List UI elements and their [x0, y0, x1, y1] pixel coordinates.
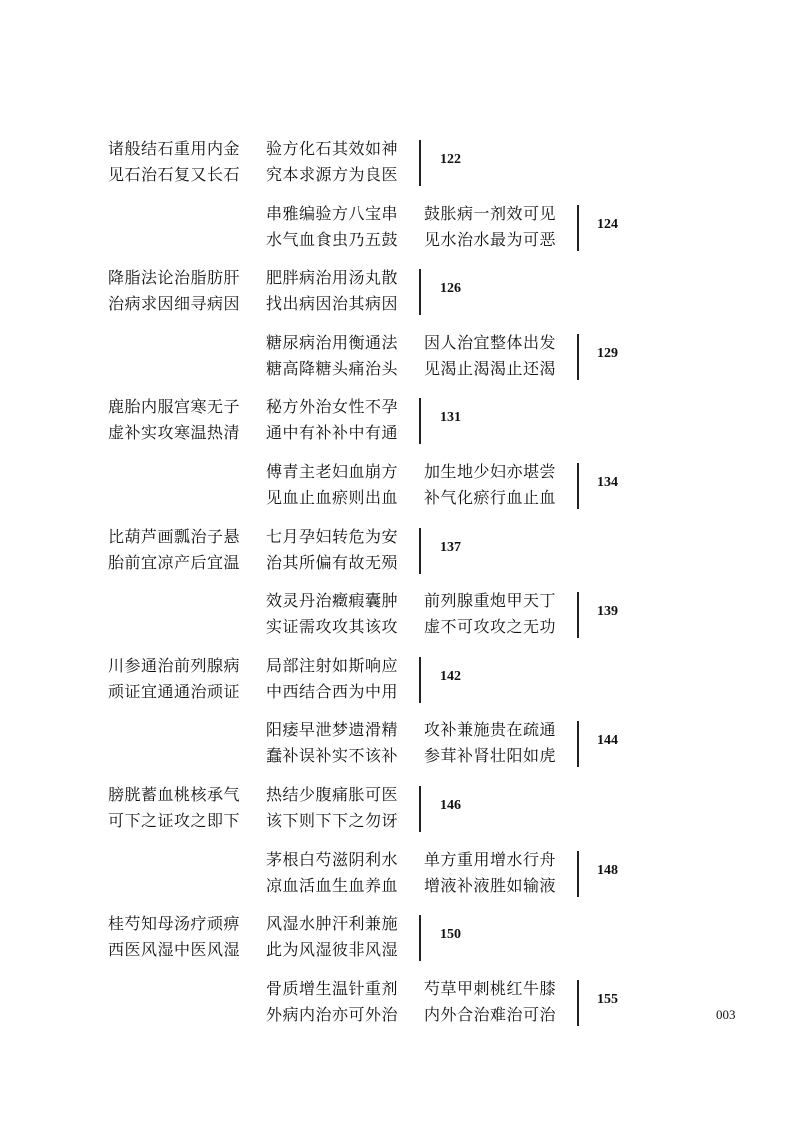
entry-page-number: 155 [597, 992, 618, 1007]
entry-divider [577, 592, 579, 638]
entry-text-line: 糖高降糖头痛治头 [266, 359, 399, 378]
entry-text-line: 胎前宜凉产后宜温 [108, 553, 241, 572]
entry-text-line: 验方化石其效如神 [266, 139, 399, 158]
entry-text-line: 见血止血瘀则出血 [266, 488, 399, 507]
entry-text-line: 单方重用增水行舟 [424, 850, 557, 869]
entry-text-line: 秘方外治女性不孕 [266, 397, 399, 416]
entry-text-line: 加生地少妇亦堪尝 [424, 462, 557, 481]
entry-text-line: 见水治水最为可恶 [424, 230, 557, 249]
toc-entry [0, 655, 800, 707]
entry-divider [419, 528, 421, 574]
entry-text-line: 茅根白芍滋阴利水 [266, 850, 399, 869]
toc-entry [0, 590, 800, 642]
entry-divider [419, 398, 421, 444]
toc-entry [0, 913, 800, 965]
entry-text-line: 实证需攻攻其该攻 [266, 617, 399, 636]
entry-page-number: 150 [440, 927, 461, 942]
entry-text-line: 参茸补肾壮阳如虎 [424, 746, 557, 765]
entry-text-line: 川参通治前列腺病 [108, 656, 241, 675]
entry-text-line: 膀胱蓄血桃核承气 [108, 785, 241, 804]
toc-entry [0, 719, 800, 771]
entry-text-line: 七月孕妇转危为安 [266, 527, 399, 546]
entry-text-line: 凉血活血生血养血 [266, 876, 399, 895]
entry-text-line: 因人治宜整体出发 [424, 333, 557, 352]
entry-text-line: 风湿水肿汗利兼施 [266, 914, 399, 933]
entry-text-line: 阳痿早泄梦遗滑精 [266, 720, 399, 739]
entry-page-number: 131 [440, 410, 461, 425]
entry-text-line: 见渴止渴渴止还渴 [424, 359, 557, 378]
entry-page-number: 146 [440, 798, 461, 813]
toc-entry [0, 396, 800, 448]
entry-text-line: 西医风湿中医风湿 [108, 940, 241, 959]
entry-page-number: 142 [440, 669, 461, 684]
entry-text-line: 攻补兼施贵在疏通 [424, 720, 557, 739]
entry-text-line: 增液补液胜如输液 [424, 876, 557, 895]
entry-divider [419, 269, 421, 315]
entry-text-line: 热结少腹痛胀可医 [266, 785, 399, 804]
entry-text-line: 治病求因细寻病因 [108, 294, 241, 313]
entry-text-line: 此为风湿彼非风湿 [266, 940, 399, 959]
entry-divider [577, 205, 579, 251]
entry-divider [419, 786, 421, 832]
entry-divider [419, 657, 421, 703]
entry-text-line: 比葫芦画瓢治子悬 [108, 527, 241, 546]
toc-entry [0, 849, 800, 901]
entry-text-line: 可下之证攻之即下 [108, 811, 241, 830]
entry-text-line: 降脂法论治脂肪肝 [108, 268, 241, 287]
entry-text-line: 桂芍知母汤疗顽痹 [108, 914, 241, 933]
entry-divider [577, 851, 579, 897]
entry-text-line: 前列腺重炮甲天丁 [424, 591, 557, 610]
entry-page-number: 148 [597, 863, 618, 878]
entry-text-line: 通中有补补中有通 [266, 423, 399, 442]
entry-text-line: 该下则下下之勿讶 [266, 811, 399, 830]
entry-text-line: 顽证宜通通治顽证 [108, 682, 241, 701]
entry-divider [419, 140, 421, 186]
toc-entry [0, 332, 800, 384]
entry-text-line: 芍草甲刺桃红牛膝 [424, 979, 557, 998]
entry-text-line: 鼓胀病一剂效可见 [424, 204, 557, 223]
entry-divider [577, 721, 579, 767]
entry-text-line: 水气血食虫乃五鼓 [266, 230, 399, 249]
entry-text-line: 补气化瘀行血止血 [424, 488, 557, 507]
entry-page-number: 126 [440, 281, 461, 296]
entry-page-number: 144 [597, 733, 618, 748]
entry-text-line: 中西结合西为中用 [266, 682, 399, 701]
entry-text-line: 虚不可攻攻之无功 [424, 617, 557, 636]
entry-page-number: 134 [597, 475, 618, 490]
entry-page-number: 139 [597, 604, 618, 619]
entry-text-line: 效灵丹治癥瘕囊肿 [266, 591, 399, 610]
entry-text-line: 糖尿病治用衡通法 [266, 333, 399, 352]
entry-text-line: 鹿胎内服宫寒无子 [108, 397, 241, 416]
entry-page-number: 122 [440, 152, 461, 167]
entry-text-line: 肥胖病治用汤丸散 [266, 268, 399, 287]
entry-text-line: 见石治石复又长石 [108, 165, 241, 184]
toc-entry [0, 267, 800, 319]
toc-entry [0, 203, 800, 255]
entry-text-line: 外病内治亦可外治 [266, 1005, 399, 1024]
entry-divider [577, 334, 579, 380]
entry-text-line: 治其所偏有故无殒 [266, 553, 399, 572]
entry-text-line: 找出病因治其病因 [266, 294, 399, 313]
entry-divider [577, 980, 579, 1026]
entry-text-line: 局部注射如斯响应 [266, 656, 399, 675]
entry-text-line: 蠢补误补实不该补 [266, 746, 399, 765]
entry-text-line: 内外合治难治可治 [424, 1005, 557, 1024]
toc-entry [0, 526, 800, 578]
entry-text-line: 究本求源方为良医 [266, 165, 399, 184]
entry-text-line: 虚补实攻寒温热清 [108, 423, 241, 442]
entry-text-line: 诸般结石重用内金 [108, 139, 241, 158]
toc-entry [0, 978, 800, 1030]
entry-page-number: 129 [597, 346, 618, 361]
entry-page-number: 137 [440, 540, 461, 555]
toc-entry [0, 784, 800, 836]
entry-divider [419, 915, 421, 961]
entry-page-number: 124 [597, 217, 618, 232]
toc-entry [0, 461, 800, 513]
entry-divider [577, 463, 579, 509]
entry-text-line: 傅青主老妇血崩方 [266, 462, 399, 481]
page-number: 003 [716, 1007, 736, 1022]
toc-entry [0, 138, 800, 190]
entry-text-line: 串雅编验方八宝串 [266, 204, 399, 223]
entry-text-line: 骨质增生温针重剂 [266, 979, 399, 998]
